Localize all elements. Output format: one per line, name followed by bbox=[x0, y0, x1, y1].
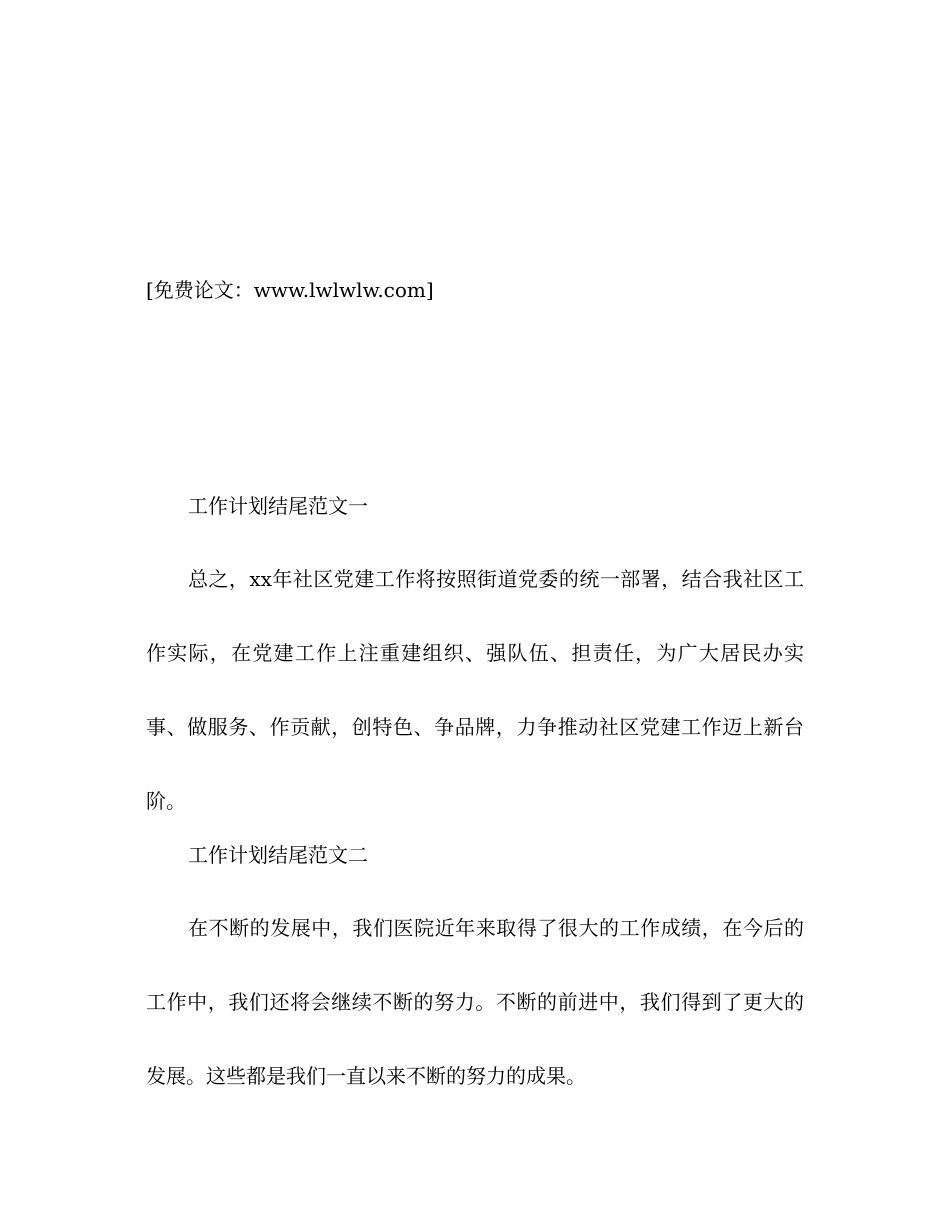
document-body bbox=[146, 486, 804, 1113]
section-paragraph-2: 在不断的发展中，我们医院近年来取得了很大的工作成绩，在今后的工作中，我们还将会继续不断的努力。不断的前进中，我们得到了更大的发展。这些都是我们一直以来不断的努力的成果。 bbox=[146, 916, 804, 1088]
section-paragraph-1: 总之，xx年社区党建工作将按照街道党委的统一部署，结合我社区工作实际，在党建工作上注重建组织、强队伍、担责任，为广大居民办实事、做服务、作贡献，创特色、争品牌，力争推动社区党建工作迈上新台阶。 bbox=[146, 567, 804, 813]
section-heading-2: 工作计划结尾范文二 bbox=[188, 843, 368, 867]
section-heading-1: 工作计划结尾范文一 bbox=[188, 494, 368, 518]
source-note: [免费论文：www.lwlwlw.com] bbox=[146, 278, 434, 302]
